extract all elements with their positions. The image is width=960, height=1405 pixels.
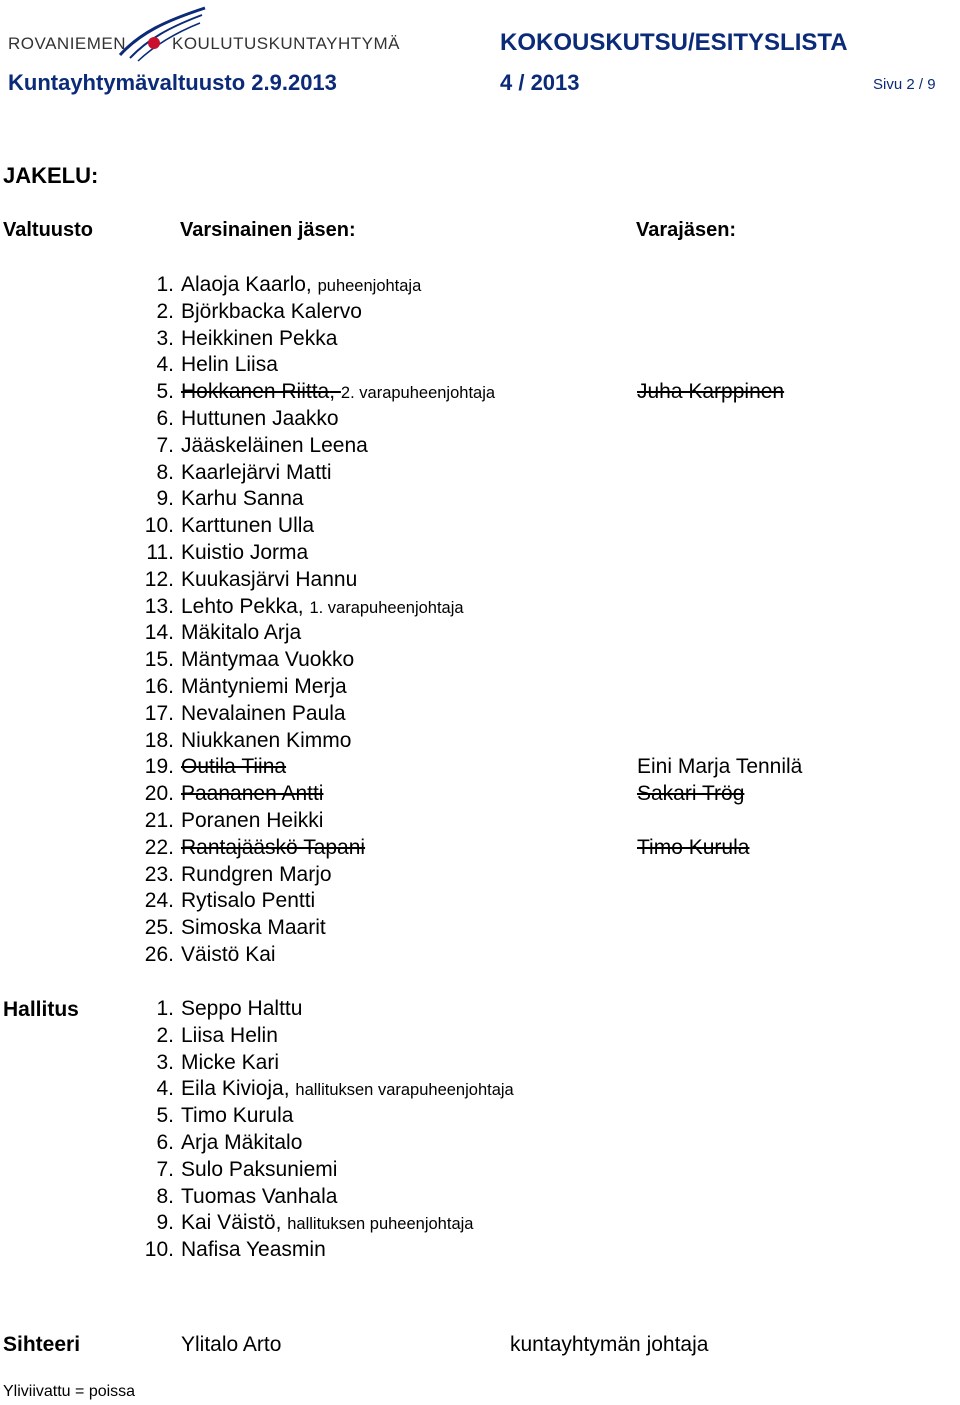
item-number: 12. <box>144 567 174 591</box>
member-name: Karhu Sanna <box>181 487 304 511</box>
list-item <box>137 1103 514 1130</box>
logo-text-left: ROVANIEMEN <box>8 34 127 53</box>
member-name: Rundgren Marjo <box>181 862 332 886</box>
deputy-name: Timo Kurula <box>637 835 750 859</box>
page-total: 9 <box>927 76 936 93</box>
list-item: 4. Eila Kivioja, hallituksen varapuheenjohtaja <box>137 1076 514 1103</box>
member-role: hallituksen varapuheenjohtaja <box>295 1081 514 1100</box>
member-name: Niukkanen Kimmo <box>181 728 352 752</box>
member-name: Alaoja Kaarlo <box>181 273 306 296</box>
item-number: 18. <box>144 728 174 752</box>
strikethrough-legend: Yliviivattu = poissa <box>3 1383 136 1400</box>
deputy-name: Eini Marja Tennilä <box>637 755 803 779</box>
member-name: Lehto Pekka <box>181 594 298 618</box>
member-name: Outila Tiina <box>181 755 287 779</box>
member-role: 2. varapuheenjohtaja <box>340 384 496 403</box>
member-name: Väistö Kai <box>181 942 276 966</box>
member-name: Heikkinen Pekka <box>181 326 338 350</box>
item-number: 1. <box>156 997 174 1020</box>
secretary-name: Ylitalo Arto <box>181 1333 282 1356</box>
item-number: 14. <box>144 621 174 645</box>
item-number: 26. <box>144 942 174 966</box>
council-label: Valtuusto <box>3 219 94 241</box>
list-item <box>137 915 495 942</box>
item-number: 10. <box>144 514 174 538</box>
list-item: 13. Lehto Pekka, 1. varapuheenjohtaja <box>137 594 495 621</box>
member-role: 1. varapuheenjohtaja <box>309 598 464 617</box>
item-number: 8. <box>156 460 174 484</box>
item-number: 23. <box>144 862 174 886</box>
item-number: 16. <box>144 674 174 698</box>
secretary-title: kuntayhtymän johtaja <box>510 1333 709 1356</box>
item-number: 17. <box>144 701 174 725</box>
logo-text-right: KOULUTUSKUNTAYHTYMÄ <box>172 34 401 53</box>
item-number: 3. <box>156 1050 174 1074</box>
member-name: Hokkanen Riitta <box>181 380 330 404</box>
item-number: 5. <box>156 380 174 404</box>
item-number: 20. <box>144 782 174 806</box>
item-number: 1. <box>156 273 174 296</box>
item-number: 2. <box>156 299 174 323</box>
item-number: 2. <box>156 1023 174 1047</box>
item-number: 25. <box>144 916 174 940</box>
deputy-column-heading: Varajäsen: <box>636 219 737 241</box>
page-current: 2 <box>906 76 915 93</box>
meeting-title: Kuntayhtymävaltuusto 2.9.2013 <box>8 70 337 95</box>
list-item <box>137 835 750 862</box>
member-name: Rytisalo Pentti <box>181 889 316 913</box>
list-item <box>137 701 495 728</box>
item-number: 6. <box>156 1130 174 1154</box>
item-number: 7. <box>156 1157 174 1181</box>
list-item <box>137 433 495 460</box>
member-name: Arja Mäkitalo <box>181 1130 303 1154</box>
member-name: Rantajääskö Tapani <box>181 835 366 859</box>
list-item <box>137 888 495 915</box>
list-item <box>137 460 495 487</box>
item-number: 4. <box>156 353 174 377</box>
list-item <box>137 647 495 674</box>
list-item <box>137 406 495 433</box>
member-role: puheenjohtaja <box>317 277 422 295</box>
list-item <box>137 299 495 326</box>
list-item <box>137 754 803 781</box>
item-number: 5. <box>156 1104 174 1128</box>
member-role: hallituksen puheenjohtaja <box>287 1215 474 1234</box>
list-item <box>137 1023 514 1050</box>
list-item <box>137 1050 514 1077</box>
member-name: Kuistio Jorma <box>181 540 309 564</box>
list-item: 9. Kai Väistö, hallituksen puheenjohtaja <box>137 1210 514 1237</box>
list-item <box>137 620 495 647</box>
member-name: Nevalainen Paula <box>181 701 346 725</box>
item-number: 9. <box>156 487 174 511</box>
meeting-number: 4 / 2013 <box>500 70 580 95</box>
member-name: Nafisa Yeasmin <box>181 1238 326 1262</box>
list-item <box>137 674 495 701</box>
member-name: Kaarlejärvi Matti <box>181 460 332 484</box>
list-item <box>137 862 495 889</box>
list-item <box>137 942 495 969</box>
member-name: Björkbacka Kalervo <box>181 299 362 323</box>
member-name: Paananen Antti <box>181 782 324 806</box>
item-number: 3. <box>156 326 174 350</box>
document-type: KOKOUSKUTSU/ESITYSLISTA <box>500 29 848 56</box>
list-item <box>137 486 495 513</box>
member-name: Poranen Heikki <box>181 808 324 832</box>
member-name: Mäntyniemi Merja <box>181 674 347 698</box>
council-member-list <box>137 272 803 969</box>
member-column-heading: Varsinainen jäsen: <box>180 219 356 241</box>
member-name: Liisa Helin <box>181 1023 278 1047</box>
item-number: 6. <box>156 406 174 430</box>
item-number: 15. <box>144 648 174 672</box>
item-number: 13. <box>144 594 174 618</box>
deputy-name: Juha Karppinen <box>637 380 785 404</box>
list-item <box>137 1184 514 1211</box>
list-item <box>137 781 745 808</box>
list-item <box>137 808 495 835</box>
list-item <box>137 728 495 755</box>
member-name: Simoska Maarit <box>181 916 326 940</box>
member-name: Huttunen Jaakko <box>181 406 339 430</box>
logo-emblem-icon <box>110 3 210 63</box>
member-name: Tuomas Vanhala <box>181 1184 338 1208</box>
board-label: Hallitus <box>3 998 79 1021</box>
member-name: Jääskeläinen Leena <box>181 433 368 457</box>
list-item <box>137 1237 514 1264</box>
item-number: 22. <box>144 835 174 859</box>
item-number: 11. <box>146 540 174 564</box>
page-indicator: Sivu 2 / 9 <box>873 76 936 93</box>
item-number: 19. <box>144 755 174 779</box>
member-name: Timo Kurula <box>181 1104 294 1128</box>
list-item <box>137 1130 514 1157</box>
secretary-label: Sihteeri <box>3 1333 81 1356</box>
item-number: 8. <box>156 1184 174 1208</box>
item-number: 4. <box>156 1077 174 1101</box>
page-label: Sivu <box>873 76 903 93</box>
list-item <box>137 1157 514 1184</box>
list-item: 5. Hokkanen Riitta, 2. varapuheenjohtaja Juha Karppinen <box>137 379 495 406</box>
item-number: 24. <box>144 889 174 913</box>
list-item <box>137 352 495 379</box>
deputy-name: Sakari Trög <box>637 782 745 806</box>
member-name: Micke Kari <box>181 1050 280 1074</box>
member-name: Seppo Halttu <box>181 997 303 1020</box>
list-item <box>137 513 495 540</box>
item-number: 21. <box>144 808 174 832</box>
list-item: 1. Alaoja Kaarlo, puheenjohtaja <box>137 272 495 299</box>
item-number: 9. <box>156 1211 174 1235</box>
member-name: Mäntymaa Vuokko <box>181 648 355 672</box>
distribution-title: JAKELU: <box>3 163 99 188</box>
list-item <box>137 567 495 594</box>
list-item <box>137 540 495 567</box>
member-name: Kuukasjärvi Hannu <box>181 567 358 591</box>
list-item <box>137 326 495 353</box>
item-number: 7. <box>156 433 174 457</box>
item-number: 10. <box>144 1238 174 1262</box>
board-member-list <box>137 996 514 1264</box>
member-name: Kai Väistö <box>181 1211 276 1235</box>
member-name: Sulo Paksuniemi <box>181 1157 338 1181</box>
member-name: Mäkitalo Arja <box>181 621 302 645</box>
member-name: Helin Liisa <box>181 353 278 377</box>
member-name: Eila Kivioja <box>181 1077 284 1101</box>
list-item <box>137 996 514 1023</box>
member-name: Karttunen Ulla <box>181 514 315 538</box>
